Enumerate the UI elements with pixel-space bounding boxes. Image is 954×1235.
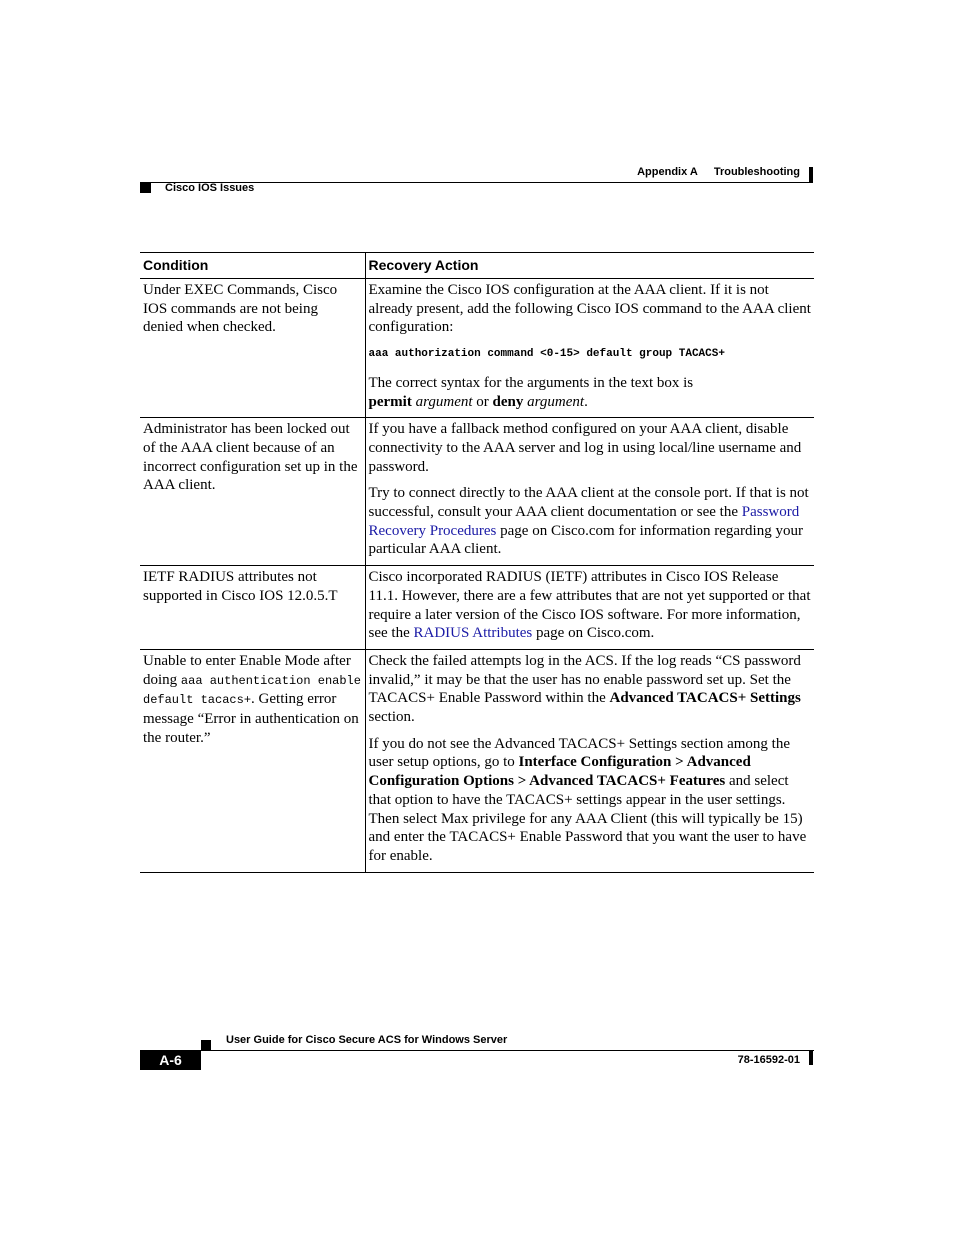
recovery-paragraph (369, 374, 812, 411)
condition-cell: Administrator has been locked out of the AAA client because of an incorrect configuration set up in the AAA client. (140, 418, 365, 566)
text-run: Unable to enter Enable Mode after doing (143, 652, 351, 688)
table-row (140, 566, 814, 650)
appendix-label: Appendix A (637, 166, 698, 178)
footer-marker (201, 1040, 211, 1050)
text-run: page on Cisco.com. (536, 625, 655, 642)
section-title: Cisco IOS Issues (165, 182, 255, 194)
footer-bar (809, 1051, 813, 1065)
section-marker (140, 183, 151, 193)
recovery-cell (365, 566, 814, 650)
column-header-condition: Condition (140, 253, 365, 279)
inline-command: aaa authentication enable default tacacs+ (143, 673, 361, 708)
table-row (140, 649, 814, 872)
command-example: aaa authorization command <0-15> default group TACACS+ (368, 348, 725, 361)
text-run: or (476, 393, 489, 410)
recovery-paragraph (369, 484, 812, 559)
text-run: Try to connect directly to the AAA client at the console port. If that is not successful, consult your AAA client documentation or see the (368, 485, 809, 521)
text-run: Check the failed attempts log in the ACS. If the log reads “CS password invalid,” it may be that the user has no enable password set up. Set the TACACS+ Enable Password within the (368, 652, 801, 707)
text-run: and select that option to have the TACACS+ settings appear in the user settings. Then select Max privilege for any AAA Client (this will typically be 15) and enter the TACACS+ Enable Password that you want the user to have for enable. (368, 773, 807, 864)
ui-path-term: Interface Configuration > Advanced Configuration Options > Advanced TACACS+ Features (368, 754, 751, 790)
ui-path-term: Advanced TACACS+ Settings (609, 690, 801, 707)
text-run: . (584, 393, 588, 410)
text-run: section. (368, 709, 415, 726)
keyword-permit: permit (368, 393, 412, 410)
running-header (637, 166, 800, 178)
table-row (140, 418, 814, 566)
text-run: page on Cisco.com for information regarding your particular AAA client. (368, 522, 803, 558)
password-recovery-link[interactable]: Password Recovery Procedures (368, 504, 800, 539)
text-run: If you do not see the Advanced TACACS+ Settings section among the user setup options, go to (368, 735, 791, 771)
recovery-cell (365, 649, 814, 872)
keyword-deny: deny (492, 393, 524, 410)
recovery-cell (365, 279, 814, 418)
condition-cell: IETF RADIUS attributes not supported in Cisco IOS 12.0.5.T (140, 566, 365, 650)
text-run: Cisco incorporated RADIUS (IETF) attributes in Cisco IOS Release 11.1. However, there are a few attributes that are not yet supported or that require a later version of the Cisco IOS software. For more information, see the (368, 569, 811, 642)
page-number: A-6 (140, 1050, 201, 1070)
recovery-paragraph (369, 568, 812, 643)
recovery-paragraph: If you have a fallback method configured on your AAA client, disable connectivity to the AAA server and log in using local/line username and password. (368, 421, 802, 475)
argument-term: argument (415, 393, 473, 410)
recovery-paragraph: Examine the Cisco IOS configuration at the AAA client. If it is not already present, add the following Cisco IOS command to the AAA client configuration: (368, 282, 811, 336)
table-header-row (140, 253, 814, 279)
header-bar (809, 167, 813, 183)
table-row (140, 279, 814, 418)
chapter-title: Troubleshooting (713, 166, 800, 178)
argument-term: argument (527, 393, 585, 410)
radius-attributes-link[interactable]: RADIUS Attributes (413, 625, 533, 642)
document-number: 78-16592-01 (737, 1054, 800, 1066)
text-run: . Getting error message “Error in authentication on the router.” (143, 691, 359, 746)
condition-cell (140, 649, 365, 872)
column-header-recovery: Recovery Action (365, 253, 814, 279)
book-title: User Guide for Cisco Secure ACS for Windows Server (226, 1034, 508, 1046)
text-run: The correct syntax for the arguments in the text box is (368, 374, 694, 391)
footer-rule (201, 1050, 814, 1051)
condition-cell: Under EXEC Commands, Cisco IOS commands are not being denied when checked. (140, 279, 365, 418)
recovery-paragraph (369, 735, 812, 866)
recovery-cell (365, 418, 814, 566)
recovery-paragraph (369, 652, 812, 727)
troubleshooting-table (140, 252, 814, 873)
